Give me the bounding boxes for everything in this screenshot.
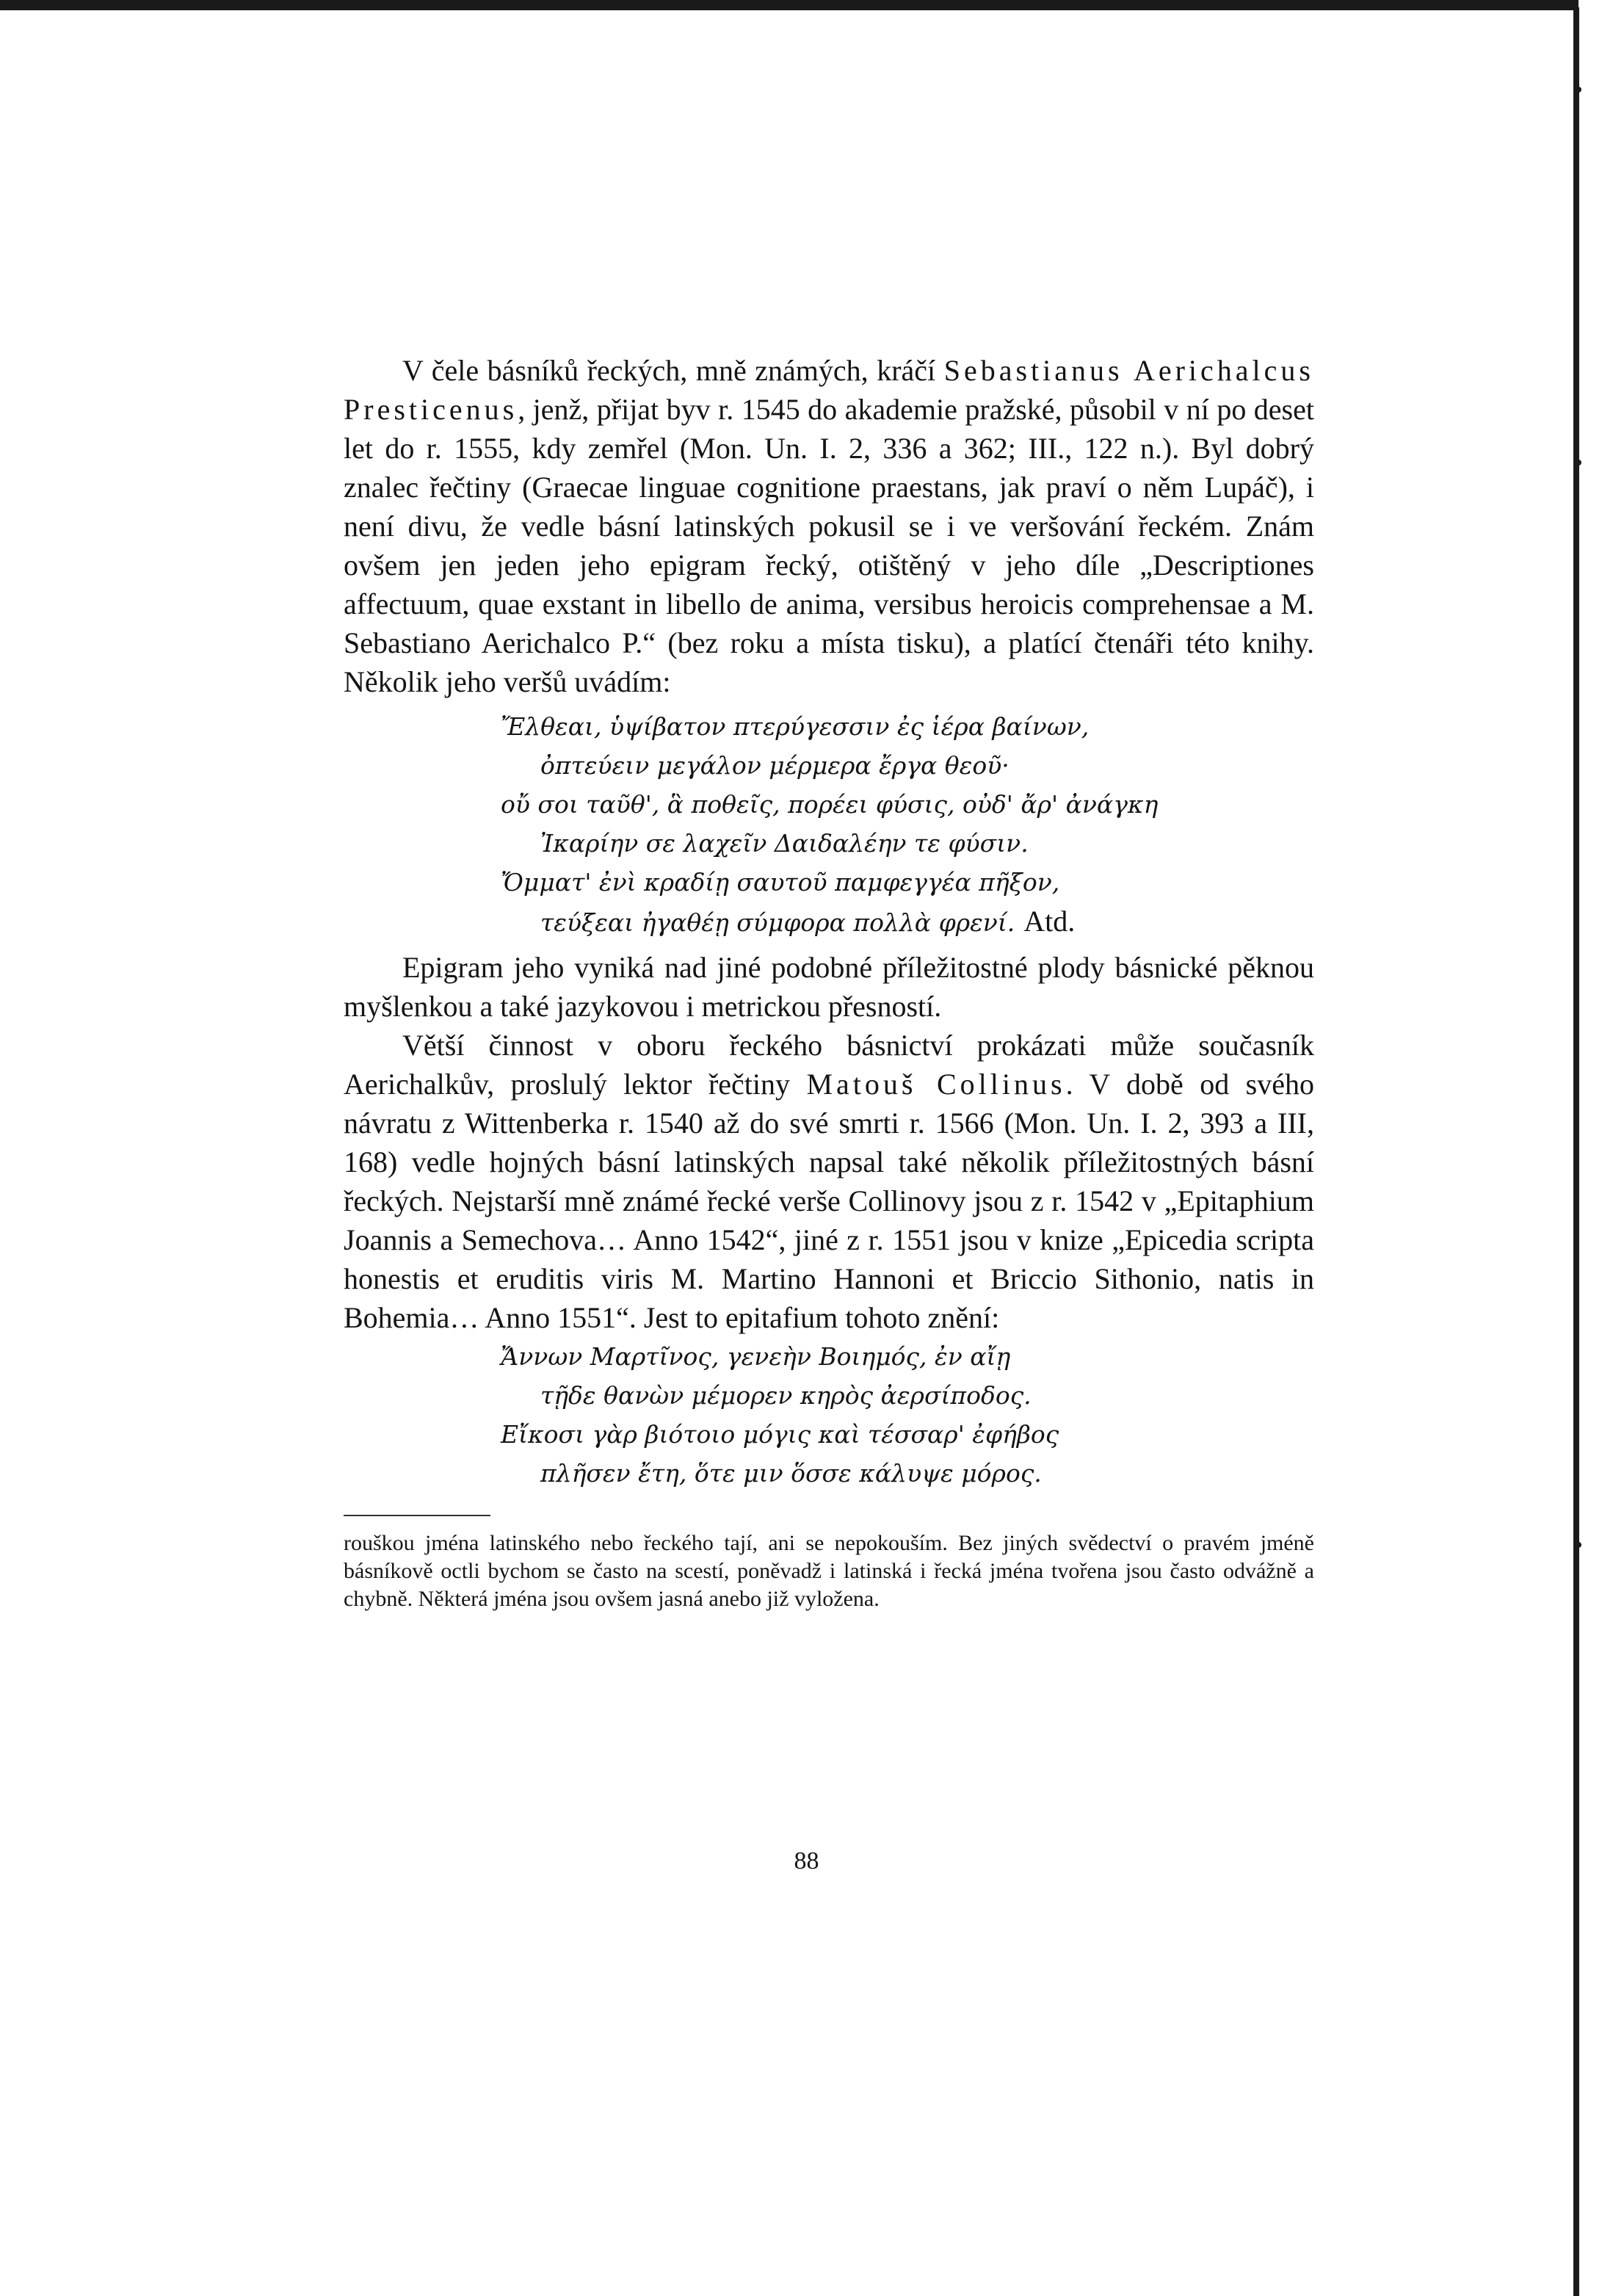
verse-line: πλῆσεν ἔτη, ὅτε μιν ὅσσε κάλυψε μόρος.	[540, 1459, 1042, 1488]
greek-epitaph-collinus	[344, 1337, 1314, 1493]
scan-top-border	[0, 0, 1578, 10]
paragraph-text: V čele básníků řeckých, mně známých, kráčí	[402, 354, 944, 387]
footnote: rouškou jména latinského nebo řeckého tají, ani se nepokouším. Bez jiných svědectví o pravém jméně básníkově octli bychom se často na scestí, poněvadž i latinská i řecká jména tvořena jsou často odvážně a chybně. Některá jména jsou ovšem jasná anebo již vyložena.	[344, 1531, 1314, 1611]
verse-line: τῇδε θανὼν μέμορεν κηρὸς ἀερσίποδος.	[540, 1381, 1032, 1410]
scan-mark	[1576, 87, 1581, 93]
verse-line: Ἄννων Μαρτῖνος, γενεὴν Βοιημός, ἐν αἴῃ	[501, 1342, 1011, 1371]
scan-mark	[1576, 1542, 1581, 1548]
paragraph-text: . V době od svého návratu z Wittenberka r. 1540 až do své smrti r. 1566 (Mon. Un. I. 2, 393 a III, 168) vedle hojných básní latinských napsal také několik příležitostných básní řeckých. Nejstarší mně známé řecké verše Collinovy jsou z r. 1542 v „Epitaphium Joannis a Semechova… Anno 1542“, jiné z r. 1551 jsou v knize „Epicedia scripta honestis et eruditis viris M. Martino Hannoni et Briccio Sithonio, natis in Bohemia… Anno 1551“. Jest to epitafium tohoto znění:	[344, 1068, 1314, 1334]
verse-line: οὔ σοι ταῦθ', ἃ ποθεῖς, πορέει φύσις, οὐδ' ἄρ' ἀνάγκη	[501, 790, 1159, 819]
verse-line: Ἰκαρίην σε λαχεῖν Δαιδαλέην τε φύσιν.	[540, 829, 1029, 858]
author-name-collinus: Matouš Collinus	[806, 1068, 1066, 1101]
page-number: 88	[794, 1847, 819, 1875]
paragraph-text: , jenž, přijat byv r. 1545 do akademie pražské, působil v ní po deset let do r. 1555, kdy zemřel (Mon. Un. I. 2, 336 a 362; III., 122 n.). Byl dobrý znalec řečtiny (Graecae linguae cognitione praestans, jak praví o něm Lupáč), i není divu, že vedle básní latinských pokusil se i ve veršování řeckém. Znám ovšem jen jeden jeho epigram řecký, otištěný v jeho díle „Descriptiones affectuum, quae exstant in libello de anima, versibus heroicis comprehensae a M. Sebastiano Aerichalco P.“ (bez roku a místa tisku), a platící čtenáři této knihy. Několik jeho veršů uvádím:	[344, 393, 1314, 698]
scan-mark	[1576, 460, 1581, 466]
paragraph-collinus	[344, 1026, 1314, 1337]
verse-line: Εἴκοσι γὰρ βιότοιο μόγις καὶ τέσσαρ' ἐφήβος	[501, 1420, 1059, 1449]
paragraph-text: Větší činnost v oboru řeckého básnictví prokázati může současník Aerichalkův, proslulý lektor řečtiny	[344, 1029, 1314, 1101]
paragraph-epigram-note: Epigram jeho vyniká nad jiné podobné příležitostné plody básnické pěknou myšlenkou a také jazykovou i metrickou přesností.	[344, 951, 1314, 1023]
verse-line: Ἔλθεαι, ὑψίβατον πτερύγεσσιν ἐς ἱέρα βαίνων,	[501, 712, 1090, 741]
scan-right-edge	[1573, 7, 1579, 2296]
paragraph-aerichalcus	[344, 351, 1314, 701]
page-content	[344, 351, 1314, 1613]
verse-line: ὀπτεύειν μεγάλον μέρμερα ἔργα θεοῦ·	[540, 751, 1010, 780]
verse-line: τεύξεαι ἠγαθέῃ σύμφορα πολλὰ φρενί.	[540, 908, 1015, 937]
author-name-aerichalcus: Sebastianus Aerichalcus Presticenus	[344, 354, 1314, 426]
atd-abbreviation: Atd.	[1023, 905, 1076, 938]
footnote-rule	[344, 1515, 490, 1516]
verse-line: Ὄμματ' ἐνὶ κραδίῃ σαυτοῦ παμφεγγέα πῆξον,	[501, 868, 1060, 897]
greek-epigram-aerichalcus	[344, 707, 1314, 942]
